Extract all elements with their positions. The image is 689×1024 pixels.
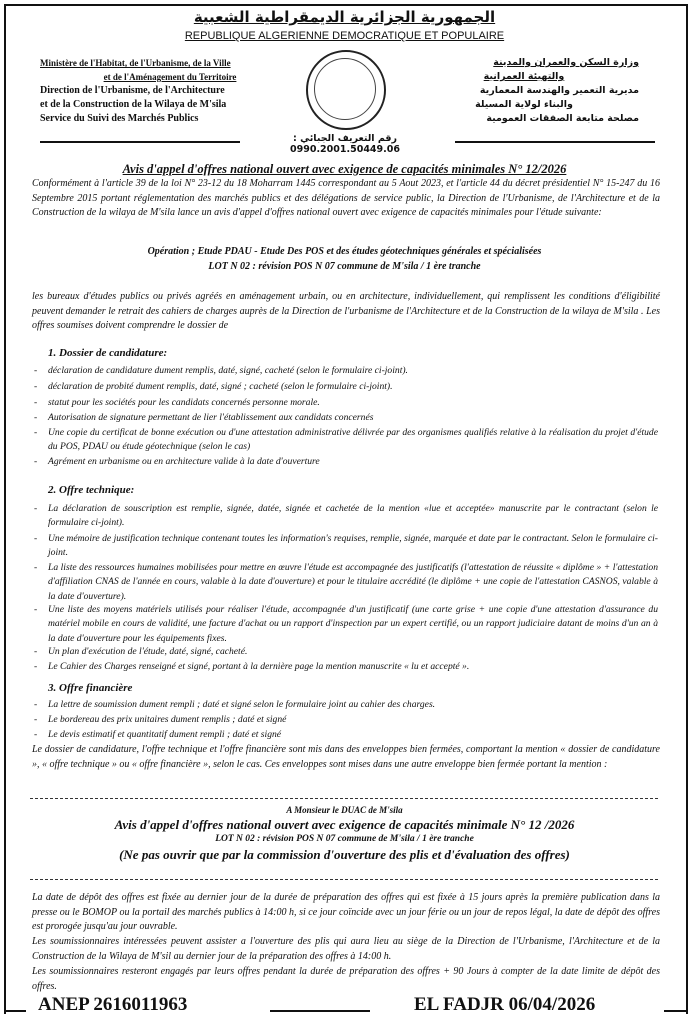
ministry-ar-2: والتهيئة العمرانية [483, 71, 565, 82]
notice-title: Avis d'appel d'offres national ouvert avec exigence de capacités minimales N° 12/2026 [122, 162, 567, 176]
service-line: Service du Suivi des Marchés Publics [40, 113, 199, 124]
section-heading: 3. Offre financière [48, 682, 133, 694]
envelope-lot: LOT N 02 : révision POS N 07 commune de M'sila / 1 ère tranche [215, 834, 474, 844]
newspaper-date: EL FADJR 06/04/2026 [414, 994, 596, 1015]
direction-ar-2: والبناء لولاية المسيلة [475, 99, 573, 110]
ministry-ar-1: وزارة السكن والعمران والمدينة [493, 57, 639, 68]
intro-paragraph: Conformément à l'article 39 de la loi N° 23-12 du 18 Moharram 1445 correspondant au 5 Aout 2023, et l'article 44 du décret présidentiel N° 15-247 du 16 Septembre 2015 portant réglementation des marchés publics et des délégations de service public, la Direction de l'Urbanisme, de l'Architecture et de la Construction de la wilaya de M'sila lance un avis d'appel d'offres national ouvert avec exigence de capacités minimales pour l'étude suivante: [32, 178, 660, 219]
title-arabic: الجمهورية الجزائرية الديمقراطية الشعبية [193, 8, 496, 26]
lot: LOT N 02 : révision POS N 07 commune de M'sila / 1 ère tranche [208, 261, 481, 272]
eligibility-paragraph: les bureaux d'études publics ou privés agréés en aménagement urbain, ou en architecture, individuellement, qui remplissent les conditions d'éligibilité peuvent demander le retrait des cahiers de charges auprès de la Direction de l'urbanisme de l'Architecture et de la Construction de la wilaya de M'sila . Les offres soumises doivent comprendre le dossier de [32, 291, 660, 332]
list-item: - Le bordereau des prix unitaires dument remplis ; daté et signé [48, 713, 658, 727]
list-item: - statut pour les sociétés pour les candidats concernés personne morale. [48, 396, 658, 410]
anep-reference: ANEP 2616011963 [38, 994, 188, 1015]
divider [4, 1010, 26, 1012]
ministry-line-1: Ministère de l'Habitat, de l'Urbanisme, de la Ville [40, 58, 231, 68]
title-french: REPUBLIQUE ALGERIENNE DEMOCRATIQUE ET POPULAIRE [184, 30, 505, 42]
divider [40, 141, 240, 143]
envelope-recipient: A Monsieur le DUAC de M'sila [286, 805, 403, 815]
list-item: - déclaration de probité dument remplis, daté, signé ; cacheté (selon le formulaire ci-joint). [48, 380, 658, 394]
fiscal-id: رقم التعريف الجبائي : 0990.2001.50449.06 [290, 133, 400, 155]
list-item: - Une copie du certificat de bonne exécution ou d'une attestation administrative délivrée par des organismes qualifiés relative à la réalisation du projet d'étude du POS, PDAU ou étude géotechnique (selon le cas) [48, 426, 658, 455]
deadline-paragraph: La date de dépôt des offres est fixée au dernier jour de la durée de préparation des offres qui est fixée à 15 jours après la première publication dans la presse ou le BOMOP ou la portail des marchés publics à 14:00 h, si ce jour coïncide avec un jour férie ou un jour de repos légal, la date de dépôt des offres est prorogée jusqu'au jour ouvrable. [32, 892, 660, 933]
list-item: - La lettre de soumission dument rempli ; daté et signé selon le formulaire joint au cahier des charges. [48, 698, 658, 712]
envelope-paragraph: Le dossier de candidature, l'offre technique et l'offre financière sont mis dans des enveloppes bien fermées, comportant la mention « dossier de candidature », « offre technique » ou « offre financière », selon le cas. Ces enveloppes sont mises dans une autre enveloppe bien fermée portant la mention : [32, 744, 660, 770]
list-item: - Un plan d'exécution de l'étude, daté, signé, cacheté. [48, 645, 658, 659]
list-item: - La liste des ressources humaines mobilisées pour mettre en œuvre l'étude est accompagnée des justificatifs (l'attestation de réussite « diplôme » + l'attestation d'affiliation CNAS de l'année en cours, valable à la date d'ouverture) et pour le titulaire accrédité (le diplôme + une copie de l'attestation CASNOS, valable à la date d'ouverture). [48, 561, 658, 604]
list-item: - Le devis estimatif et quantitatif dument rempli ; daté et signé [48, 728, 658, 742]
divider [455, 141, 655, 143]
header-left [40, 56, 300, 126]
list-item: - Une liste des moyens matériels utilisés pour réaliser l'étude, accompagnée d'un justificatif (une carte grise + une copie d'une attestation d'assurance du matériel mobile en cours de validité, une facture d'achat ou un rapport d'inspection par un expert certifié, ou un rapport judiciaire datant de moins d'un an à la date d'ouverture pour les équipements fixes. [48, 603, 658, 646]
list-item: - Le Cahier des Charges renseigné et signé, portant à la dernière page la mention manuscrite « lu et accepté ». [48, 660, 658, 674]
list-item: - Une mémoire de justification technique contenant toutes les information's requises, remplie, signée, marquée et date par le contractant. Selon le formulaire ci-joint. [48, 532, 658, 561]
operation: Opération ; Etude PDAU - Etude Des POS et des études géotechniques générales et spécialisées [147, 246, 542, 257]
divider [664, 1010, 686, 1012]
list-item: - déclaration de candidature dument remplis, daté, signé, cacheté (selon le formulaire ci-joint). [48, 364, 658, 378]
direction-ar-1: مديرية التعمير والهندسة المعمارية [479, 85, 639, 96]
state-seal-icon [306, 50, 386, 130]
direction-line-2: et de la Construction de la Wilaya de M'sila [40, 99, 227, 110]
header-right [409, 56, 639, 126]
validity-paragraph: Les soumissionnaires resteront engagés par leurs offres pendant la durée de préparation des offres + 90 Jours à compter de la date limite de dépôt des offres. [32, 966, 660, 992]
direction-line-1: Direction de l'Urbanisme, de l'Architecture [40, 85, 225, 96]
list-item: - Agrément en urbanisme ou en architecture valide à la date d'ouverture [48, 455, 658, 469]
section-heading: 1. Dossier de candidature: [48, 347, 168, 359]
envelope-warning: (Ne pas ouvrir que par la commission d'ouverture des plis et d'évaluation des offres) [119, 847, 570, 862]
ministry-line-2: et de l'Aménagement du Territoire [103, 72, 237, 82]
section-heading: 2. Offre technique: [48, 484, 135, 496]
service-ar: مصلحة متابعة الصفقات العمومية [486, 113, 639, 124]
divider [270, 1010, 370, 1012]
envelope-title: Avis d'appel d'offres national ouvert avec exigence de capacités minimale N° 12 /2026 [114, 817, 575, 832]
opening-paragraph: Les soumissionnaires intéressées peuvent assister a l'ouverture des plis qui aura lieu au siège de la Direction de l'Urbanisme, l'Architecture et de la Construction de la Wilaya de M'sil au dernier jour de la préparation des offres à 14:00 h. [32, 936, 660, 962]
list-item: - Autorisation de signature permettant de lier l'établissement aux candidats concernés [48, 411, 658, 425]
list-item: - La déclaration de souscription est remplie, signée, datée, signée et cachetée de la mention «lue et acceptée» manuscrite par le contractant (selon le formulaire ci-joint). [48, 502, 658, 531]
